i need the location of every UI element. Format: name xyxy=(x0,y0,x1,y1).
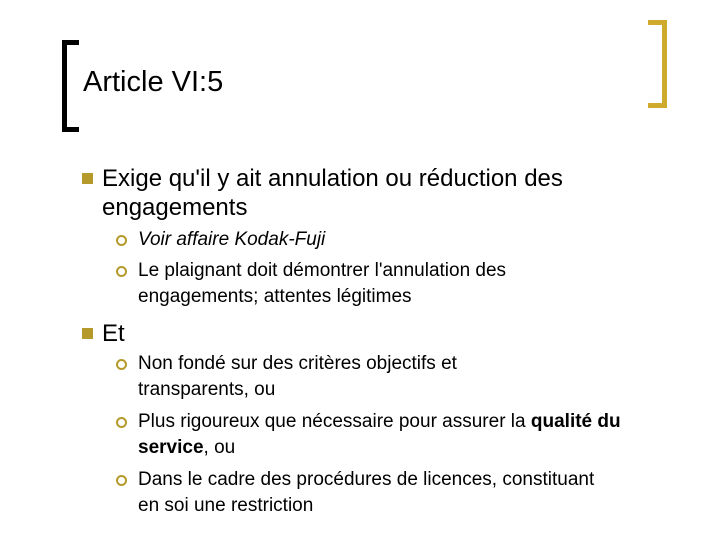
sub-point-2-1 xyxy=(116,351,558,403)
bullet-point-1-text: Exige qu'il y ait annulation ou réduction des engagements xyxy=(102,165,563,221)
square-bullet-icon xyxy=(82,173,93,184)
ring-bullet-icon xyxy=(116,475,127,486)
square-bullet-icon xyxy=(82,328,93,339)
sub-point-2-2-emphasis: qualité du service xyxy=(138,411,621,458)
sub-point-2-3 xyxy=(116,467,618,519)
sub-point-1-1 xyxy=(116,227,658,253)
sub-point-1-1-text: Voir affaire Kodak-Fuji xyxy=(138,229,326,250)
sub-point-1-2 xyxy=(116,258,618,310)
slide-title: Article VI:5 xyxy=(83,66,224,98)
left-bracket-decoration xyxy=(62,40,79,132)
sub-point-2-2 xyxy=(116,409,658,461)
ring-bullet-icon xyxy=(116,266,127,277)
bullet-point-2-text: Et xyxy=(102,320,125,347)
bullet-point-2 xyxy=(82,319,662,348)
sub-point-2-2-text-before: Plus rigoureux que nécessaire pour assurer la xyxy=(138,411,531,432)
right-bracket-decoration xyxy=(648,20,667,108)
sub-point-2-1-text: Non fondé sur des critères objectifs et transparents, ou xyxy=(138,353,457,400)
bullet-point-1 xyxy=(82,164,662,222)
sub-point-2-2-text xyxy=(138,409,658,461)
sub-point-2-2-text-after: , ou xyxy=(203,437,236,458)
ring-bullet-icon xyxy=(116,359,127,370)
sub-point-2-3-text: Dans le cadre des procédures de licences, constituant en soi une restriction xyxy=(138,469,595,516)
ring-bullet-icon xyxy=(116,235,127,246)
sub-point-1-2-text: Le plaignant doit démontrer l'annulation des engagements; attentes légitimes xyxy=(138,260,507,307)
ring-bullet-icon xyxy=(116,417,127,428)
